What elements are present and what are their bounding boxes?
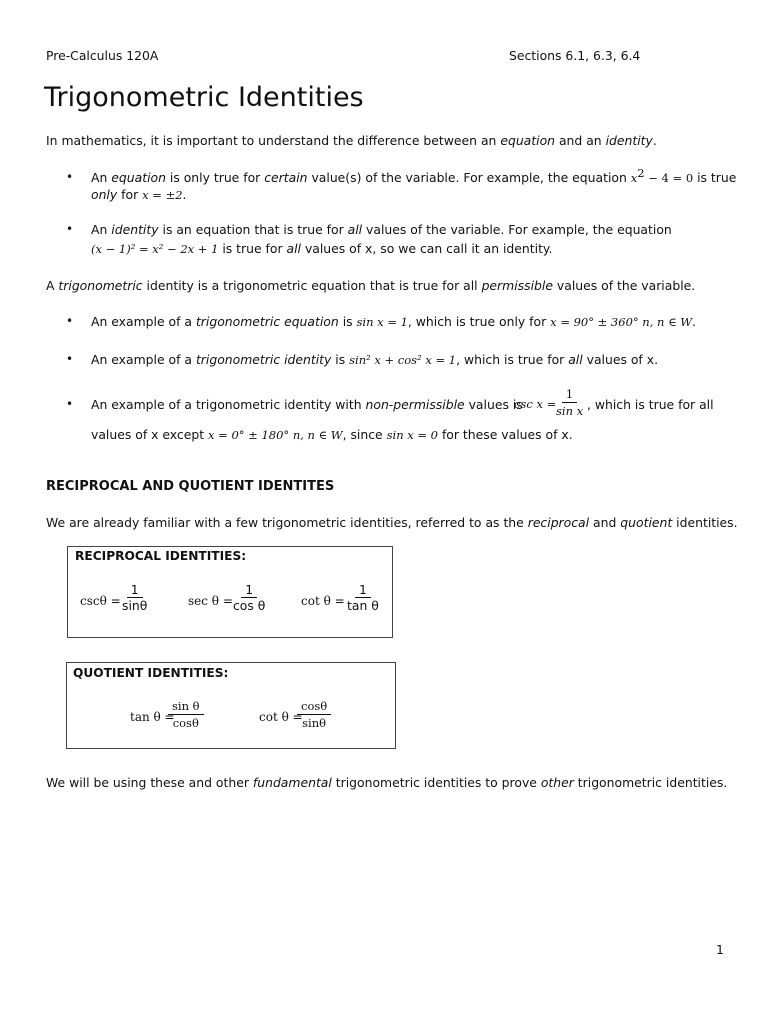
math-expr: sin x = 0 (386, 428, 438, 442)
text: , which is true only for (407, 314, 551, 329)
emph: all (286, 241, 301, 256)
reciprocal-cot-lhs: cot θ = (301, 594, 345, 608)
reciprocal-csc-lhs: cscθ = (80, 594, 121, 608)
fraction-denominator: sin x (556, 404, 584, 418)
text: identities. (672, 515, 738, 530)
emph: identity (111, 222, 159, 237)
text: trigonometric identities. (573, 775, 728, 790)
emph: trigonometric identity (195, 352, 332, 367)
math-expr: sin² x + cos² x = 1 (349, 353, 457, 367)
fraction-denominator: sinθ (302, 716, 327, 730)
course-name: Pre-Calculus 120A (46, 48, 159, 63)
bullet-dot: • (66, 397, 74, 411)
bullet-dot: • (66, 170, 74, 184)
fraction-numerator: sin θ (168, 699, 204, 715)
fraction-numerator: 1 (562, 387, 577, 403)
intro-text: In mathematics, it is important to understand the difference between an (46, 133, 501, 148)
closing-paragraph (46, 775, 727, 790)
emph: permissible (481, 278, 553, 293)
fraction-denominator: cosθ (172, 716, 199, 730)
emph: trigonometric equation (195, 314, 339, 329)
fraction-denominator: tan θ (347, 598, 379, 613)
emph: all (347, 222, 363, 237)
intro-equation-word: equation (500, 133, 555, 148)
emph: non-permissible (365, 397, 465, 412)
text: An (91, 222, 112, 237)
math-expr: sin x = 1 (356, 315, 408, 329)
fraction-numerator: 1 (127, 582, 143, 598)
bullet-dot: • (66, 314, 74, 328)
text: values of x, so we can call it an identity. (301, 241, 553, 256)
intro-text: and an (555, 133, 606, 148)
fraction-denominator: sinθ (122, 598, 148, 613)
trig-intro-paragraph (46, 278, 695, 293)
text: values of x. (582, 352, 659, 367)
text: An (91, 170, 112, 185)
text: An example of a (91, 352, 196, 367)
text: is true for (218, 241, 287, 256)
text: is an equation that is true for (158, 222, 348, 237)
familiar-paragraph (46, 515, 738, 530)
math-expr: (x − 1)² = x² − 2x + 1 (91, 242, 219, 256)
math-expr: x = ±2 (142, 188, 183, 202)
intro-text: . (652, 133, 657, 148)
quotient-cot-fraction (297, 699, 331, 731)
text: for (117, 187, 143, 202)
quotient-tan-lhs: tan θ = (130, 710, 175, 724)
fraction-denominator: cos θ (233, 598, 266, 613)
reciprocal-csc-fraction (118, 582, 151, 614)
sections-label: Sections 6.1, 6.3, 6.4 (509, 48, 641, 63)
text: values of x except (91, 427, 209, 442)
text: , since (342, 427, 387, 442)
emph: trigonometric (58, 278, 143, 293)
reciprocal-cot-fraction (343, 582, 383, 614)
quotient-box-title: QUOTIENT IDENTITIES: (73, 666, 229, 680)
csc-lhs: csc x = (514, 397, 557, 411)
page-title: Trigonometric Identities (44, 82, 364, 113)
bullet-dot: • (66, 352, 74, 366)
math-expr: − 4 = 0 (644, 171, 694, 185)
bullet-dot: • (66, 222, 74, 236)
text: is true (693, 170, 737, 185)
bullet1-line1: An equation is only true for certain value(s) of the variable. For example, the equation $x^2 - 4 = 0$ is true (91, 166, 737, 185)
text: is only true for (165, 170, 265, 185)
section-heading: RECIPROCAL AND QUOTIENT IDENTITES (46, 479, 335, 494)
bullet2-line1 (91, 222, 672, 237)
text: value(s) of the variable. For example, the equation (307, 170, 631, 185)
quotient-cot-lhs: cot θ = (259, 710, 303, 724)
fraction-numerator: 1 (241, 582, 257, 598)
bullet5-line2 (91, 427, 573, 442)
text: trigonometric identities to prove (331, 775, 541, 790)
fraction-numerator: 1 (355, 582, 371, 598)
text: , which is true for (456, 352, 569, 367)
emph: all (568, 352, 583, 367)
bullet2-line2 (91, 241, 552, 256)
bullet3-line (91, 314, 696, 329)
math-expr: x = 90° ± 360° n, n ∈ W (550, 315, 693, 329)
text: We will be using these and other (46, 775, 253, 790)
text: An example of a (91, 314, 196, 329)
math-expr: x = 0° ± 180° n, n ∈ W (208, 428, 343, 442)
text: . (692, 314, 697, 329)
emph: equation (111, 170, 166, 185)
text: An example of a trigonometric identity with (91, 397, 366, 412)
text: is (338, 314, 357, 329)
emph: only (91, 187, 118, 202)
emph: other (540, 775, 574, 790)
quotient-tan-fraction (168, 699, 204, 731)
text: identity is a trigonometric equation that is true for all (142, 278, 482, 293)
reciprocal-box-title: RECIPROCAL IDENTITIES: (75, 549, 247, 563)
fraction-numerator: cosθ (297, 699, 331, 715)
csc-fraction (552, 387, 587, 419)
intro-paragraph (46, 133, 657, 148)
text: and (589, 515, 621, 530)
bullet4-line (91, 352, 658, 367)
emph: fundamental (252, 775, 332, 790)
text: for these values of x. (438, 427, 573, 442)
emph: reciprocal (527, 515, 590, 530)
text: . (182, 187, 187, 202)
bullet5-line1-text (91, 397, 523, 412)
text: We are already familiar with a few trigonometric identities, referred to as the (46, 515, 528, 530)
emph: certain (264, 170, 308, 185)
bullet5-line1-tail: , which is true for all (587, 397, 714, 412)
bullet1-line2 (91, 187, 186, 202)
text: A (46, 278, 59, 293)
text: is (331, 352, 350, 367)
page-number: 1 (716, 942, 724, 957)
text: values of the variable. For example, the equation (362, 222, 672, 237)
math-var: x (630, 171, 638, 185)
emph: quotient (620, 515, 673, 530)
reciprocal-sec-lhs: sec θ = (188, 594, 233, 608)
reciprocal-sec-fraction (229, 582, 269, 614)
text: values is (464, 397, 523, 412)
text: values of the variable. (552, 278, 696, 293)
intro-identity-word: identity (605, 133, 653, 148)
